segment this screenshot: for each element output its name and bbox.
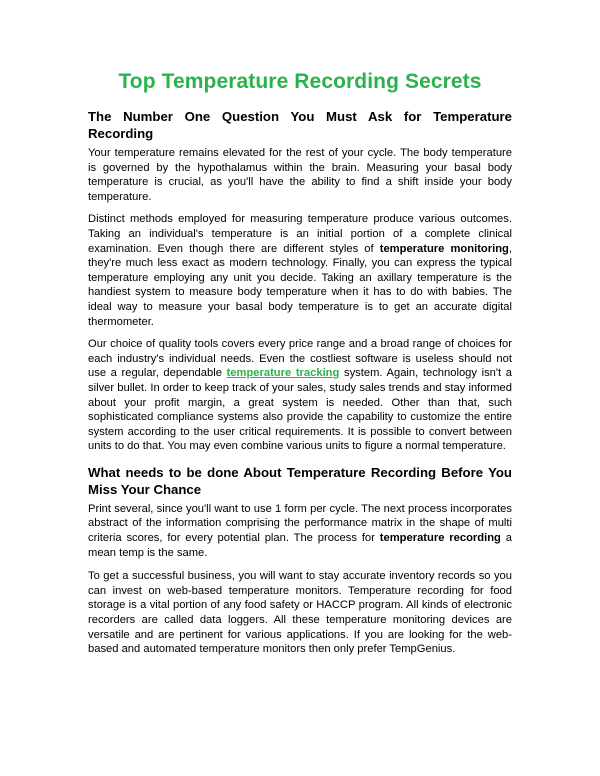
paragraph-2-text-b: , they're much less exact as modern technology. Finally, you can express the typical temperature employing any unit you decide. Taking an axillary temperature is the handiest system to measure body temperature when it has to do with babies. The ideal way to measure your basal body temperature is to get an accurate digital thermometer. [88,242,512,328]
bold-term-temperature-monitoring: temperature monitoring [379,242,509,255]
paragraph-2-text-a: Distinct methods employed for measuring temperature produce various outcomes. Taking an individual's temperature is an initial portion of a complete clinical examination. Even though there are different styles of [88,213,512,255]
bold-term-temperature-recording: temperature recording [379,532,501,545]
section-heading-1: The Number One Question You Must Ask for Temperature Recording [88,109,512,141]
paragraph-3 [88,337,512,454]
paragraph-2 [88,212,512,329]
paragraph-5: To get a successful business, you will want to stay accurate inventory records so you can invest on web-based temperature monitors. Temperature recording for food storage is a vital portion of any food safety or HACCP program. All kinds of electronic recorders are called data loggers. All these temperature monitoring devices are versatile and are pertinent for various applications. If you are looking for the web-based and automated temperature monitors then only prefer TempGenius. [88,570,512,656]
paragraph-3-text-a: Our choice of quality tools covers every price range and a broad range of choices for each industry's individual needs. Even the costliest software is useless should not use a regular, dependable [88,338,512,380]
temperature-tracking-link[interactable]: temperature tracking [226,367,340,380]
section-heading-2: What needs to be done About Temperature Recording Before You Miss Your Chance [88,464,512,497]
paragraph-3-text-b: system. Again, technology isn't a silver bullet. In order to keep track of your sales, study sales trends and stay informed about your profit margin, a great system is needed. Other than that, such sophisticated compliance systems also provide the capability to customize the entire system according to the user critical requirements. It is possible to convert between units to do that. You may even combine various units to figure a normal temperature. [88,367,512,453]
document-title: Top Temperature Recording Secrets [118,70,482,93]
paragraph-1: Your temperature remains elevated for the rest of your cycle. The body temperature is governed by the hypothalamus within the brain. Measuring your basal body temperature is crucial, as you'll have the ability to find a shift inside your body temperature. [88,147,512,203]
paragraph-4-text-b: a mean temp is the same. [88,532,513,559]
paragraph-4-text-a: Print several, since you'll want to use 1 form per cycle. The next process incorporates abstract of the information comprising the performance matrix in the shape of multi criteria scores, for every potential plan. The process for [88,502,512,545]
paragraph-4 [88,502,512,560]
